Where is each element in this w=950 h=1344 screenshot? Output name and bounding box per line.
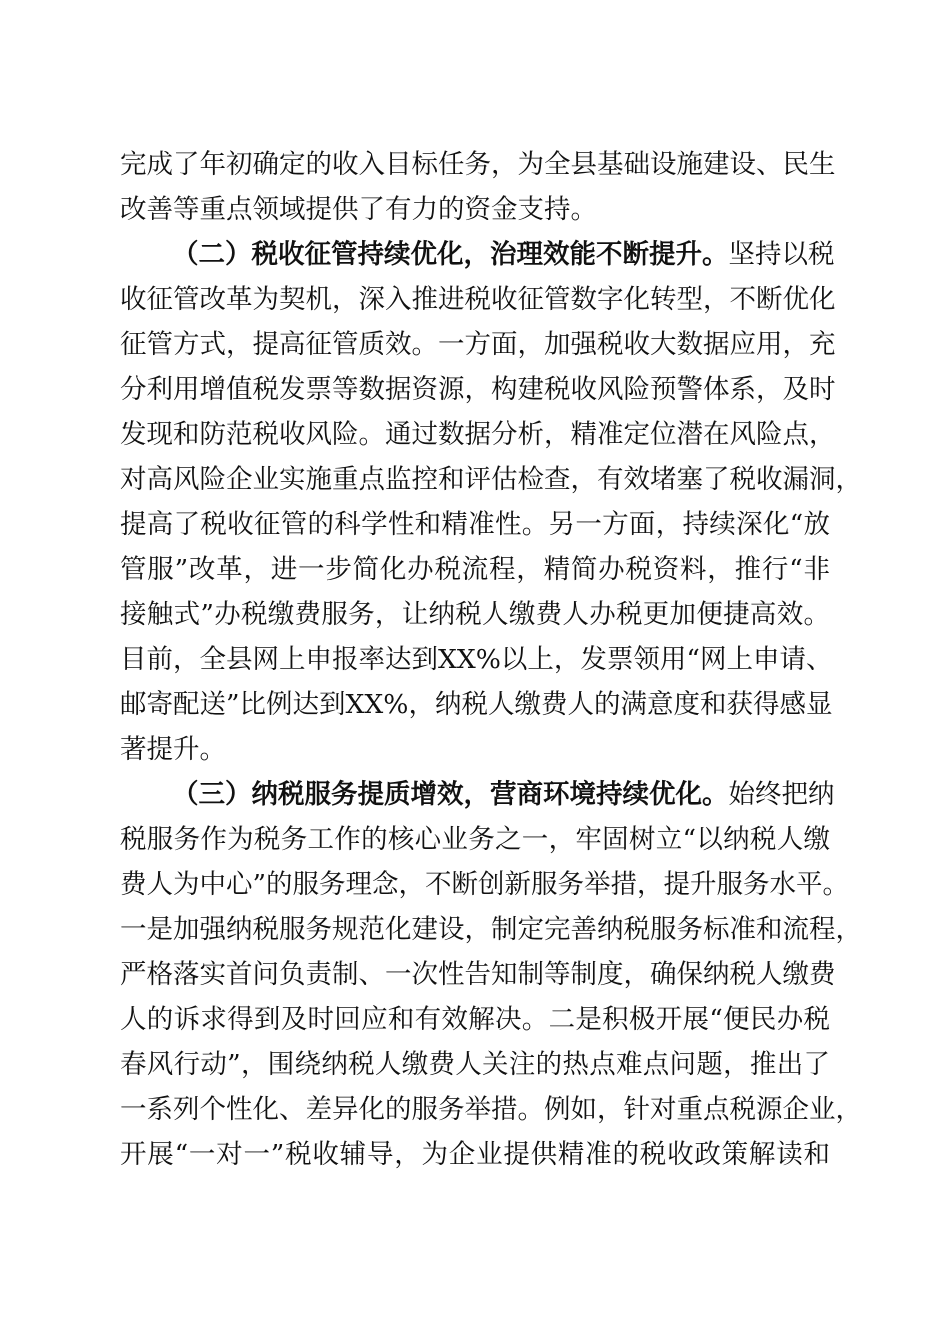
paragraph-line: 一系列个性化、差异化的服务举措。例如，针对重点税源企业， (120, 1094, 862, 1125)
paragraph-line: 征管方式，提高征管质效。一方面，加强税收大数据应用，充 (120, 329, 836, 360)
paragraph-line: 改善等重点领域提供了有力的资金支持。 (120, 194, 597, 225)
paragraph-text: 坚持以税 (728, 239, 835, 270)
paragraph-line: 管服”改革，进一步简化办税流程，精简办税资料，推行“非 (120, 554, 830, 585)
paragraph-line: 费人为中心”的服务理念，不断创新服务举措，提升服务水平。 (120, 869, 850, 900)
section-heading: （三）纳税服务提质增效，营商环境持续优化。 (172, 779, 729, 810)
paragraph-line: 人的诉求得到及时回应和有效解决。二是积极开展“便民办税 (120, 1004, 830, 1035)
paragraph-text: 始终把纳 (728, 779, 835, 810)
paragraph-line: 收征管改革为契机，深入推进税收征管数字化转型，不断优化 (120, 284, 836, 315)
paragraph-line: 完成了年初确定的收入目标任务，为全县基础设施建设、民生 (120, 149, 836, 180)
section-heading-line (172, 233, 835, 277)
paragraph-line: 著提升。 (120, 734, 226, 765)
paragraph-line: 春风行动”，围绕纳税人缴费人关注的热点难点问题，推出了 (120, 1049, 830, 1080)
paragraph-line: 税服务作为税务工作的核心业务之一，牢固树立“以纳税人缴 (120, 824, 830, 855)
paragraph-line: 发现和防范税收风险。通过数据分析，精准定位潜在风险点， (120, 419, 836, 450)
section-heading-line (172, 773, 835, 817)
paragraph-line: 分利用增值税发票等数据资源，构建税收风险预警体系，及时 (120, 374, 836, 405)
paragraph-line: 邮寄配送”比例达到XX%，纳税人缴费人的满意度和获得感显 (120, 689, 833, 720)
paragraph-line: 严格落实首问负责制、一次性告知制等制度，确保纳税人缴费 (120, 959, 836, 990)
paragraph-line: 一是加强纳税服务规范化建设，制定完善纳税服务标准和流程， (120, 914, 862, 945)
section-heading: （二）税收征管持续优化，治理效能不断提升。 (172, 239, 729, 270)
paragraph-line: 对高风险企业实施重点监控和评估检查，有效堵塞了税收漏洞， (120, 464, 862, 495)
paragraph-line: 接触式”办税缴费服务，让纳税人缴费人办税更加便捷高效。 (120, 599, 830, 630)
paragraph-line: 目前，全县网上申报率达到XX%以上，发票领用“网上申请、 (120, 644, 833, 675)
paragraph-line: 开展“一对一”税收辅导，为企业提供精准的税收政策解读和 (120, 1139, 830, 1170)
paragraph-line: 提高了税收征管的科学性和精准性。另一方面，持续深化“放 (120, 509, 830, 540)
